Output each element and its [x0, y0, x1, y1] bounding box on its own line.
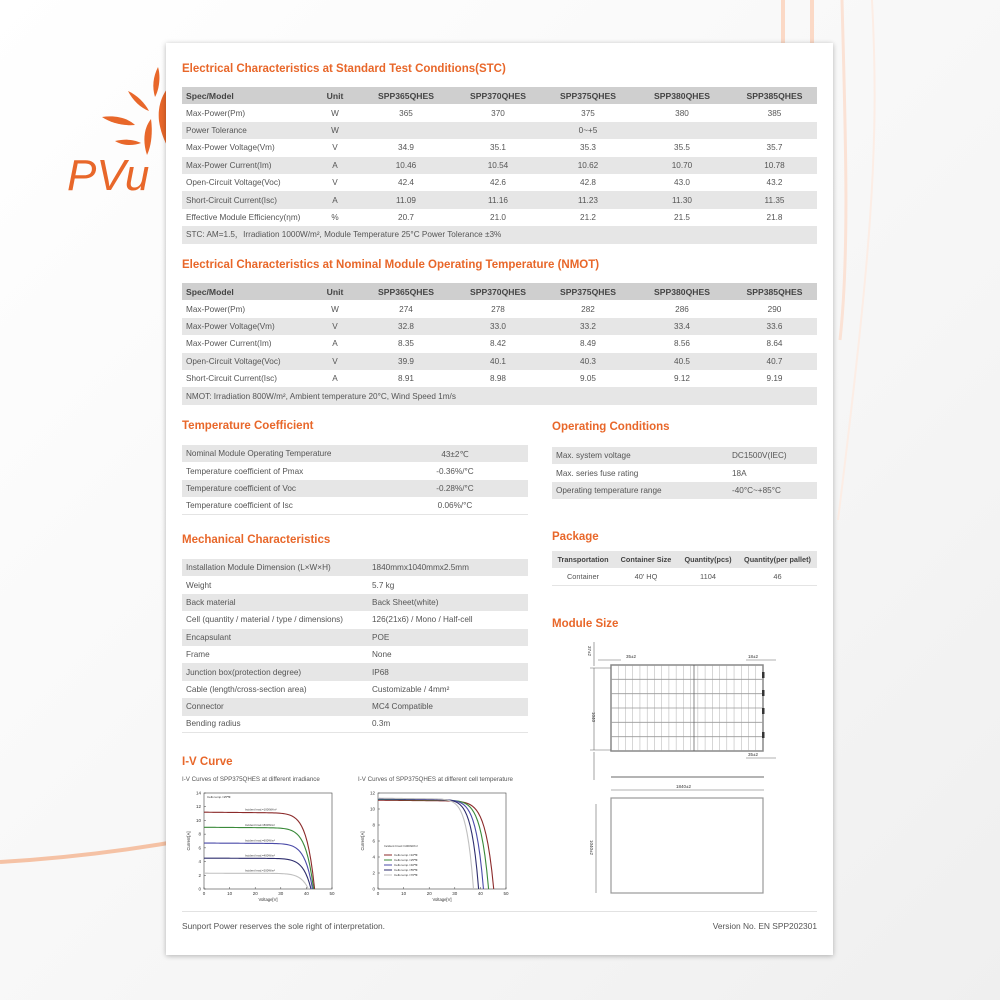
- table-row: [182, 698, 528, 715]
- label-cell: Connector: [182, 698, 368, 715]
- table-row: [182, 209, 817, 226]
- spec-cell: Open-Circuit Voltage(Voc): [182, 353, 310, 370]
- value-cell: 365: [399, 108, 413, 118]
- spec-cell: Power Tolerance: [182, 122, 310, 139]
- value-cell: 1104: [678, 568, 738, 585]
- unit-cell: V: [332, 143, 338, 153]
- x-tick-label: 20: [252, 891, 258, 896]
- value-cell: 9.19: [766, 374, 783, 384]
- value-cell: 40.1: [452, 353, 544, 370]
- iv-curve-title: I-V Curve: [182, 756, 233, 768]
- junction-box-icon: [762, 672, 765, 678]
- label-cell: Installation Module Dimension (L×W×H): [182, 559, 368, 576]
- spec-cell: Max-Power(Pm): [186, 108, 246, 118]
- module-size-title: Module Size: [552, 618, 619, 630]
- table-row: [182, 594, 528, 611]
- value-cell: 380: [675, 108, 689, 118]
- value-cell: -40°C~+85°C: [728, 482, 817, 499]
- value-cell: 10.78: [732, 157, 817, 174]
- mechanical-table: [182, 559, 528, 733]
- label-cell: Junction box(protection degree): [182, 663, 368, 680]
- y-tick-label: 8: [372, 822, 375, 828]
- value-cell: [452, 122, 544, 139]
- dim-label: 1840±2: [676, 784, 691, 789]
- value-cell: [360, 122, 452, 139]
- col-quantity-pallet: Quantity(per pallet): [738, 551, 817, 568]
- value-cell: 21.2: [580, 212, 596, 222]
- table-row: [552, 568, 817, 585]
- value-cell: 33.0: [452, 318, 544, 335]
- series-label: Incident Irrad.=800W/m²: [244, 822, 276, 827]
- unit-cell: A: [332, 339, 338, 349]
- unit-cell: W: [310, 122, 360, 139]
- footer-divider: [182, 911, 817, 912]
- y-tick-label: 12: [369, 790, 375, 796]
- value-cell: 33.4: [632, 318, 732, 335]
- table-row: [182, 681, 528, 698]
- value-cell: 282: [581, 304, 595, 314]
- value-cell: 33.2: [544, 318, 632, 335]
- value-cell: 0.06%/°C: [382, 497, 528, 514]
- package-header-row: [552, 551, 817, 568]
- value-cell: 21.8: [766, 212, 783, 222]
- value-cell: 33.6: [732, 318, 817, 335]
- chart-annotation: Incident Irrad.=1000W/m²: [384, 844, 418, 848]
- label-cell: Nominal Module Operating Temperature: [182, 445, 382, 462]
- label-cell: Temperature coefficient of Isc: [182, 497, 382, 514]
- col-model: SPP380QHES: [632, 283, 732, 300]
- nmot-note: NMOT: Irradiation 800W/m², Ambient temperature 20°C, Wind Speed 1m/s: [182, 387, 817, 404]
- value-cell: 35.7: [766, 143, 783, 153]
- unit-cell: V: [310, 353, 360, 370]
- label-cell: Max. system voltage: [552, 447, 728, 464]
- value-cell: 9.05: [580, 374, 596, 384]
- table-row: [182, 629, 528, 646]
- dim-label: 37±2: [587, 646, 592, 656]
- value-cell: POE: [368, 629, 528, 646]
- label-cell: Cell (quantity / material / type / dimensions): [186, 615, 343, 625]
- series-label: Incident Irrad.=200W/m²: [244, 868, 276, 873]
- value-cell: 8.91: [398, 374, 414, 384]
- table-row: [182, 611, 528, 628]
- label-cell: Temperature coefficient of Pmax: [186, 466, 304, 476]
- spec-cell: Max-Power Current(Im): [186, 339, 272, 349]
- x-tick-label: 10: [401, 891, 407, 896]
- table-row: [182, 174, 817, 191]
- x-axis-label: Voltage[V]: [258, 897, 278, 902]
- junction-box-icon: [762, 690, 765, 696]
- table-row: [552, 447, 817, 464]
- unit-cell: A: [332, 374, 338, 384]
- x-tick-label: 30: [278, 891, 284, 896]
- label-cell: Encapsulant: [182, 629, 368, 646]
- value-cell: 40' HQ: [614, 568, 678, 585]
- mechanical-title: Mechanical Characteristics: [182, 534, 331, 546]
- y-tick-label: 10: [195, 817, 201, 823]
- table-row: [182, 353, 817, 370]
- table-note-row: [182, 387, 817, 404]
- chart1-caption: I-V Curves of SPP375QHES at different irradiance: [182, 776, 320, 783]
- value-cell: 1840mmx1040mmx2.5mm: [368, 559, 528, 576]
- value-cell: Customizable / 4mm²: [372, 684, 450, 694]
- value-cell: 0.3m: [368, 716, 528, 733]
- spec-cell: Open-Circuit Voltage(Voc): [186, 178, 281, 188]
- table-row: [182, 480, 528, 497]
- value-cell: 9.12: [674, 374, 690, 384]
- value-cell: 385: [767, 108, 782, 118]
- value-cell: 8.64: [766, 339, 783, 349]
- value-cell: 11.35: [732, 191, 817, 208]
- col-unit: Unit: [310, 87, 360, 104]
- label-cell: Operating temperature range: [552, 482, 728, 499]
- label-cell: Frame: [186, 650, 210, 660]
- unit-cell: A: [310, 191, 360, 208]
- y-tick-label: 8: [198, 831, 201, 837]
- unit-cell: A: [310, 157, 360, 174]
- table-row: [182, 646, 528, 663]
- table-row: [182, 445, 528, 462]
- value-cell: 0~+5: [544, 122, 632, 139]
- value-cell: 11.23: [544, 191, 632, 208]
- value-cell: 11.30: [632, 191, 732, 208]
- unit-cell: V: [310, 318, 360, 335]
- col-container-size: Container Size: [614, 551, 678, 568]
- footer-version: Version No. EN SPP202301: [712, 921, 817, 931]
- value-cell: -0.36%/°C: [436, 466, 474, 476]
- nmot-title: Electrical Characteristics at Nominal Module Operating Temperature (NMOT): [182, 259, 600, 271]
- unit-cell: W: [331, 108, 339, 118]
- table-row: [182, 716, 528, 733]
- series-label: Incident Irrad.=400W/m²: [244, 853, 276, 858]
- value-cell: 375: [581, 108, 595, 118]
- value-cell: -0.28%/°C: [382, 480, 528, 497]
- value-cell: 8.98: [490, 374, 506, 384]
- chart2-caption: I-V Curves of SPP375QHES at different cell temperature: [358, 776, 513, 783]
- y-tick-label: 14: [195, 790, 201, 796]
- x-tick-label: 40: [477, 891, 483, 896]
- y-tick-label: 2: [198, 872, 201, 878]
- value-cell: 18A: [732, 468, 747, 478]
- col-spec: Spec/Model: [182, 283, 310, 300]
- col-quantity-pcs: Quantity(pcs): [678, 551, 738, 568]
- y-tick-label: 10: [369, 806, 375, 812]
- spec-cell: Short-Circuit Current(Isc): [182, 191, 310, 208]
- value-cell: 20.7: [398, 212, 414, 222]
- table-row: [182, 462, 528, 479]
- legend-label: Cells temp.=70℃: [394, 873, 418, 878]
- value-cell: [732, 122, 817, 139]
- value-cell: 11.09: [360, 191, 452, 208]
- dim-label: 1040: [591, 712, 596, 723]
- nmot-table: [182, 283, 817, 405]
- value-cell: 10.62: [544, 157, 632, 174]
- series-label: Incident Irrad.=1000W/m²: [244, 807, 277, 812]
- operating-table: [552, 447, 817, 499]
- unit-cell: W: [331, 304, 339, 314]
- temp-coeff-title: Temperature Coefficient: [182, 420, 314, 432]
- y-tick-label: 2: [372, 870, 375, 876]
- value-cell: 126(21x6) / Mono / Half-cell: [372, 615, 473, 625]
- col-model: SPP370QHES: [452, 283, 544, 300]
- x-tick-label: 30: [452, 891, 458, 896]
- value-cell: 10.70: [632, 157, 732, 174]
- table-row: [182, 559, 528, 576]
- table-row: [182, 576, 528, 593]
- value-cell: 35.5: [674, 143, 690, 153]
- value-cell: 40.5: [632, 353, 732, 370]
- table-row: [182, 335, 817, 352]
- y-axis-label: Current[A]: [360, 831, 365, 851]
- col-unit: Unit: [310, 283, 360, 300]
- dim-label: 18±2: [748, 654, 758, 659]
- label-cell: Cable (length/cross-section area): [186, 684, 307, 694]
- package-title: Package: [552, 531, 599, 543]
- value-cell: Container: [552, 568, 614, 585]
- module-back-outline: [611, 798, 763, 893]
- stc-title: Electrical Characteristics at Standard Test Conditions(STC): [182, 63, 506, 75]
- table-row: [182, 104, 817, 121]
- value-cell: 32.8: [360, 318, 452, 335]
- spec-cell: Max-Power Current(Im): [182, 157, 310, 174]
- stc-note: STC: AM=1.5，Irradiation 1000W/m², Module Temperature 25°C Power Tolerance ±3%: [182, 226, 817, 243]
- table-row: [182, 318, 817, 335]
- spec-cell: Max-Power Voltage(Vm): [186, 143, 275, 153]
- y-tick-label: 0: [198, 886, 201, 892]
- iv-chart-temperature: [356, 787, 521, 907]
- table-row: [182, 497, 528, 514]
- value-cell: 8.49: [580, 339, 596, 349]
- value-cell: 10.54: [452, 157, 544, 174]
- legend-label: Cells temp.=10℃: [394, 853, 418, 858]
- value-cell: 278: [491, 304, 505, 314]
- col-model: SPP365QHES: [360, 87, 452, 104]
- col-model: SPP375QHES: [544, 283, 632, 300]
- col-model: SPP385QHES: [732, 87, 817, 104]
- table-note-row: [182, 226, 817, 243]
- iv-chart-irradiance: [182, 787, 347, 907]
- value-cell: Back Sheet(white): [368, 594, 528, 611]
- value-cell: 42.8: [580, 178, 596, 188]
- x-axis-label: Voltage[V]: [432, 897, 452, 902]
- col-model: SPP385QHES: [732, 283, 817, 300]
- y-tick-label: 6: [372, 838, 375, 844]
- junction-box-icon: [762, 732, 765, 738]
- col-spec: Spec/Model: [182, 87, 310, 104]
- value-cell: 42.6: [490, 178, 506, 188]
- col-model: SPP370QHES: [452, 87, 544, 104]
- x-tick-label: 40: [303, 891, 309, 896]
- temp-coeff-table: [182, 445, 528, 515]
- table-row: [182, 300, 817, 317]
- table-row: [182, 139, 817, 156]
- label-cell: Max. series fuse rating: [556, 468, 639, 478]
- value-cell: 43.0: [674, 178, 690, 188]
- label-cell: Weight: [186, 580, 212, 590]
- x-tick-label: 20: [426, 891, 432, 896]
- value-cell: 43±2℃: [382, 445, 528, 462]
- col-model: SPP365QHES: [360, 283, 452, 300]
- module-size-drawing: [586, 640, 796, 898]
- value-cell: 34.9: [398, 143, 414, 153]
- value-cell: 274: [399, 304, 413, 314]
- legend-label: Cells temp.=25℃: [394, 858, 418, 863]
- y-axis-label: Current[A]: [186, 831, 191, 851]
- value-cell: 370: [491, 108, 505, 118]
- chart-annotation: Cells temp.=25℃: [207, 795, 231, 799]
- stc-header-row: [182, 87, 817, 104]
- unit-cell: %: [331, 212, 339, 222]
- value-cell: None: [372, 650, 392, 660]
- value-cell: [632, 122, 732, 139]
- y-tick-label: 0: [372, 886, 375, 892]
- x-tick-label: 0: [202, 891, 206, 896]
- table-row: [552, 464, 817, 481]
- value-cell: 21.0: [490, 212, 506, 222]
- table-row: [182, 370, 817, 387]
- table-row: [182, 122, 817, 139]
- dim-label: 35±2: [748, 752, 758, 757]
- value-cell: 10.46: [360, 157, 452, 174]
- spec-cell: Max-Power(Pm): [186, 304, 246, 314]
- legend-label: Cells temp.=55℃: [394, 868, 418, 873]
- x-tick-label: 50: [329, 891, 335, 896]
- operating-title: Operating Conditions: [552, 421, 670, 433]
- spec-cell: Effective Module Efficiency(ηm): [186, 212, 301, 222]
- y-tick-label: 4: [198, 859, 201, 865]
- dim-label: 1040±2: [589, 840, 594, 855]
- label-cell: Back material: [182, 594, 368, 611]
- col-transportation: Transportation: [552, 551, 614, 568]
- col-model: SPP375QHES: [544, 87, 632, 104]
- value-cell: 35.1: [490, 143, 506, 153]
- table-row: [182, 663, 528, 680]
- value-cell: 21.5: [674, 212, 690, 222]
- value-cell: MC4 Compatible: [368, 698, 528, 715]
- y-tick-label: 4: [372, 854, 375, 860]
- spec-cell: Short-Circuit Current(Isc): [186, 374, 277, 384]
- value-cell: DC1500V(IEC): [728, 447, 817, 464]
- y-tick-label: 12: [195, 804, 201, 810]
- series-label: Incident Irrad.=600W/m²: [244, 838, 276, 843]
- x-tick-label: 10: [227, 891, 233, 896]
- value-cell: 39.9: [360, 353, 452, 370]
- value-cell: 8.56: [674, 339, 690, 349]
- value-cell: 290: [767, 304, 782, 314]
- x-tick-label: 50: [503, 891, 509, 896]
- value-cell: 35.3: [580, 143, 596, 153]
- footer-disclaimer: Sunport Power reserves the sole right of interpretation.: [182, 921, 385, 931]
- table-row: [182, 157, 817, 174]
- value-cell: 46: [738, 568, 817, 585]
- x-tick-label: 0: [376, 891, 380, 896]
- spec-cell: Max-Power Voltage(Vm): [182, 318, 310, 335]
- nmot-header-row: [182, 283, 817, 300]
- logo-text: PVu: [67, 151, 150, 200]
- y-tick-label: 6: [198, 845, 201, 851]
- value-cell: 40.7: [732, 353, 817, 370]
- legend-label: Cells temp.=40℃: [394, 863, 418, 868]
- table-row: [552, 482, 817, 499]
- datasheet-page: [166, 43, 833, 955]
- value-cell: IP68: [368, 663, 528, 680]
- label-cell: Temperature coefficient of Voc: [182, 480, 382, 497]
- label-cell: Bending radius: [182, 716, 368, 733]
- value-cell: 42.4: [398, 178, 414, 188]
- value-cell: 43.2: [766, 178, 783, 188]
- value-cell: 11.16: [452, 191, 544, 208]
- value-cell: 8.35: [398, 339, 414, 349]
- package-table: [552, 551, 817, 586]
- value-cell: 40.3: [544, 353, 632, 370]
- dim-label: 35±2: [626, 654, 636, 659]
- value-cell: 286: [675, 304, 689, 314]
- junction-box-icon: [762, 708, 765, 714]
- value-cell: 5.7 kg: [372, 580, 395, 590]
- col-model: SPP380QHES: [632, 87, 732, 104]
- stc-table: [182, 87, 817, 244]
- table-row: [182, 191, 817, 208]
- value-cell: 8.42: [490, 339, 506, 349]
- unit-cell: V: [332, 178, 338, 188]
